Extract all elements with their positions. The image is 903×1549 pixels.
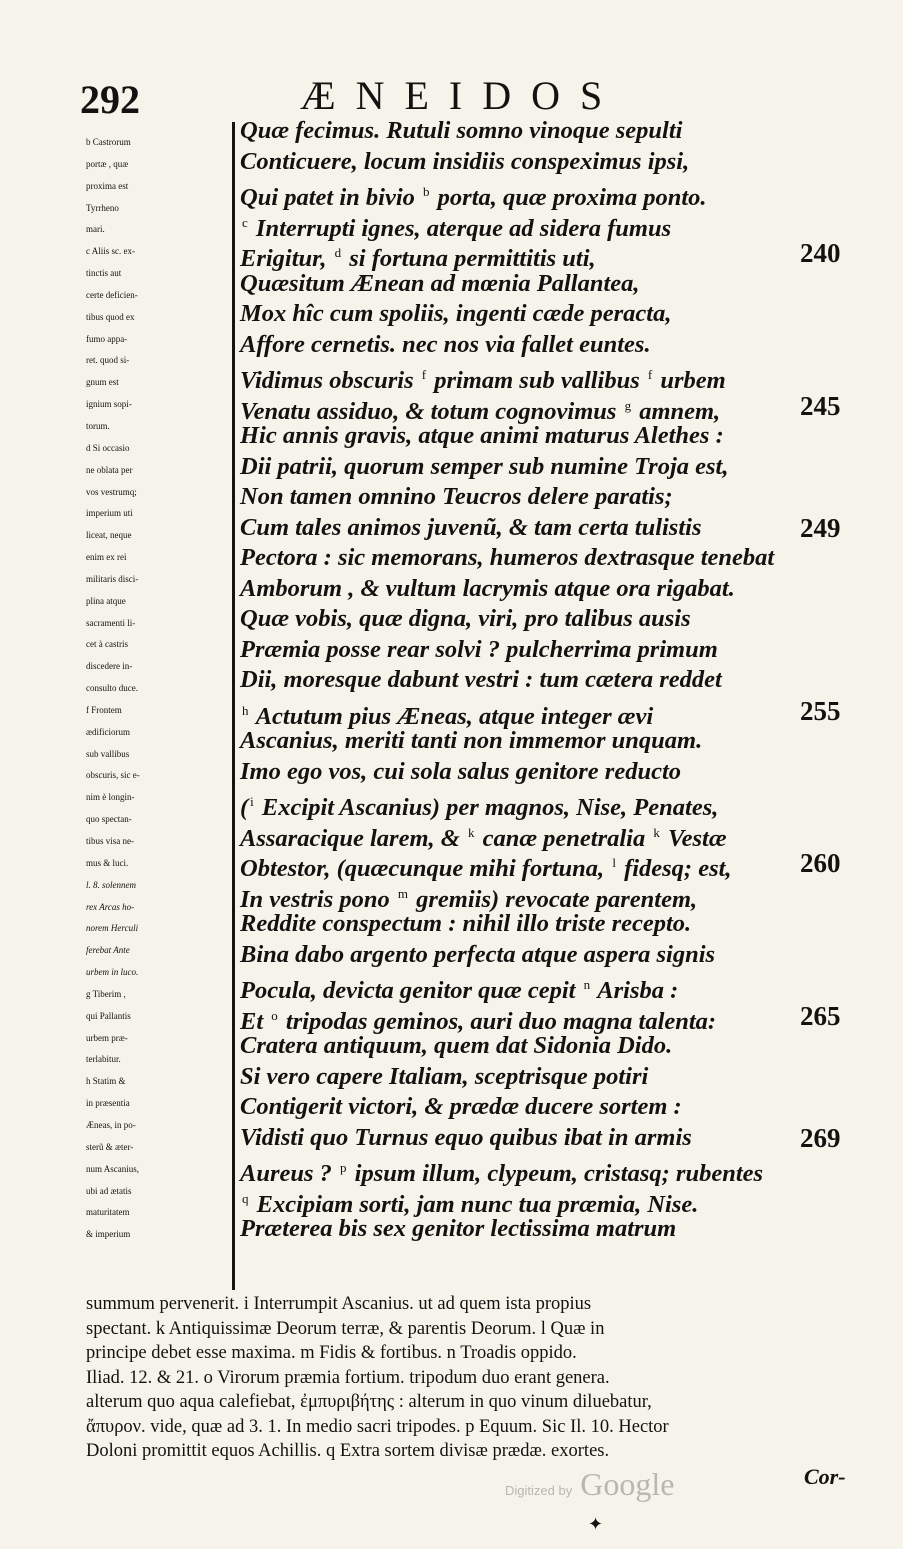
marginal-note-line: sacramenti li- [86,617,136,628]
verse-line [240,299,880,330]
marginal-note-line: torum. [86,420,110,431]
marginal-note-line: l. 8. solennem [86,879,136,890]
verse-text-segment: primam sub vallibus [428,367,646,395]
verse-line [240,1153,880,1188]
marginal-note-line: & imperium [86,1229,131,1240]
marginal-note-line: maturitatem [86,1207,130,1218]
verse-text-segment: Pocula, devicta genitor quæ cepit [240,977,582,1005]
verse-text-segment: Qui patet in bivio [240,184,422,212]
marginal-note-line: f Frontem [86,704,122,715]
note-marker: k [467,824,475,840]
footnotes [86,1292,866,1464]
column-divider [232,122,235,1290]
verse-line [240,1214,880,1245]
note-marker: b [423,184,430,199]
google-logo: Google [580,1466,675,1502]
verse-line [240,909,880,940]
note-marker: f [421,367,427,382]
verse-text-segment: Conticuere, locum insidiis conspeximus ipsi, [240,147,690,175]
note-marker: g [624,397,632,413]
marginal-note-line: urbem in luco. [86,967,139,978]
verse-text-segment: ipsum illum, clypeum, cristasq; rubentes [348,1160,764,1188]
verse-line [240,1000,880,1035]
footnote-line: summum pervenerit. i Interrumpit Ascanius. ut ad quem ista propius [86,1294,592,1314]
verse-line [240,513,880,544]
marginal-note-line: norem Herculi [86,923,139,934]
verse-line [240,238,880,273]
verse-line [240,818,880,852]
footnote-line: spectant. k Antiquissimæ Deorum terræ, & parentis Deorum. l Quæ in [86,1318,605,1339]
verse-line [240,330,880,361]
verse-text-segment: Non tamen omnino Teucros delere paratis; [240,483,673,510]
verse-line-number: 269 [800,1122,841,1153]
verse-text-segment: Excipiam sorti, jam nunc tua præmia, Nise. [250,1190,699,1218]
verse-line [240,787,880,822]
verse-line [240,695,880,730]
watermark-prefix: Digitized by [505,1483,573,1498]
verse-text-segment: Venatu assiduo, & totum cognovimus [240,397,623,425]
verse-line [240,757,880,788]
running-title: ÆNEIDOS [300,73,623,118]
marginal-note-line: portæ , quæ [86,158,129,169]
marginal-note-line: consulto duce. [86,683,138,694]
verse-line [240,1123,880,1154]
verse-line [240,1062,880,1093]
marginal-note-line: num Ascanius, [86,1163,139,1174]
marginal-note-line: in præsentia [86,1098,130,1109]
marginal-note-line: h Statim & [86,1076,126,1087]
marginal-note-line: g Tiberim , [86,988,126,999]
marginal-note-line: obscuris, sic e- [86,770,140,781]
verse-text-segment: Actutum pius Æneas, atque integer ævi [250,702,654,730]
note-marker: p [340,1160,347,1175]
marginal-note-line: cet à castris [86,639,128,650]
marginal-note-line: mari. [86,224,105,235]
printer-ornament-icon: ✦ [588,1514,604,1534]
marginal-note-line: urbem præ- [86,1032,128,1043]
verse-line-number: 245 [800,390,841,421]
note-marker: h [242,702,249,718]
verse-text-segment: Cratera antiquum, quem dat Sidonia Dido. [240,1032,673,1059]
marginal-note-line: gnum est [86,377,119,388]
verse-text-segment: Vidisti quo Turnus equo quibus ibat in armis [240,1123,692,1151]
marginal-note-line: militaris disci- [86,573,139,584]
verse-line [240,452,880,483]
verse-text-segment: Imo ego vos, cui sola salus genitore reducto [240,757,682,785]
note-marker: c [242,214,248,230]
marginal-note-line: imperium uti [86,508,133,519]
verse-line [240,421,880,452]
verse-text-segment: Hic annis gravis, atque animi maturus Alethes : [240,422,724,449]
marginal-note-line: d Si occasio [86,442,130,453]
verse-text-segment: Assaracique larem, & [240,824,466,852]
verse-text-segment: Præterea bis sex genitor lectissima matrum [240,1215,677,1242]
marginal-note-line: mus & luci. [86,857,129,868]
verse-line [240,1092,880,1123]
verse-text-segment: Pectora : sic memorans, humeros dextrasque tenebat [240,544,775,571]
verse-line [240,1031,880,1062]
verse-text-segment: Aureus ? [240,1160,339,1188]
marginal-note-line: c Aliis sc. ex- [86,246,135,257]
verse-text-segment: Interrupti ignes, aterque ad sidera fumus [249,214,672,242]
verse-text-segment: Vidimus obscuris [240,367,420,395]
verse-line [240,360,880,395]
marginal-note-line: terlabitur. [86,1054,121,1065]
verse-line [240,482,880,513]
page-header [80,72,860,122]
verse-line [240,726,880,757]
verse-line [240,574,880,605]
note-marker: n [583,977,591,992]
marginal-note-line: plina atque [86,595,126,606]
note-marker: k [653,824,660,840]
verse-line-number: 260 [800,848,841,878]
marginal-note-line: certe deficien- [86,289,138,300]
verse-text-segment: canæ penetralia [476,824,652,852]
marginal-note-line: tinctis aut [86,268,122,279]
marginal-note-line: rex Arcas ho- [86,901,135,912]
verse-line [240,543,880,574]
verse-line [240,604,880,635]
verse-line [240,390,880,425]
note-marker: l [612,855,616,870]
verse-text-segment: tripodas geminos, auri duo magna talenta: [279,1007,717,1035]
page-number: 292 [80,77,140,122]
marginal-notes [86,132,236,1246]
verse-text-segment: Quæ fecimus. Rutuli somno vinoque sepulti [240,117,683,144]
verse-line-number: 265 [800,1000,841,1031]
marginal-note-line: qui Pallantis [86,1010,131,1021]
marginal-note-line: enim ex rei [86,552,127,563]
marginal-note-line: quo spectan- [86,814,132,825]
verse-line-number: 240 [800,238,841,268]
digitized-by-google-watermark [505,1466,674,1503]
marginal-note-line: b Castrorum [86,137,131,147]
verse-text-segment: amnem, [633,397,721,425]
marginal-note-line: ignium sopi- [86,399,132,410]
marginal-note-line: ubi ad ætatis [86,1185,132,1196]
footnote-line: Iliad. 12. & 21. o Virorum præmia fortium. tripodum duo erant genera. [86,1367,610,1388]
note-marker: d [334,245,342,260]
marginal-note-line: tibus quod ex [86,311,135,322]
note-marker: i [250,794,254,809]
verse-text-segment: Cum tales animos juvenũ, & tam certa tulistis [240,513,702,541]
marginal-note-line: ne oblata per [86,464,133,475]
marginal-note-line: fumo appa- [86,333,128,344]
verse-line [240,269,880,300]
verse-text-segment: Ascanius, meriti tanti non immemor unquam. [240,727,703,754]
marginal-note-line: discedere in- [86,661,133,672]
verse-text-segment: si fortuna permittitis uti, [343,245,596,273]
verse-text-segment: Dii patrii, quorum semper sub numine Troja est, [240,452,729,480]
verse-text-segment: Reddite conspectum : nihil illo triste recepto. [240,910,692,937]
marginal-note-line: vos vestrumq; [86,486,137,497]
verse-line [240,848,880,883]
verse-text-segment: Arisba : [592,977,679,1005]
verse-text-segment: Obtestor, (quæcunque mihi fortuna, [240,855,611,883]
verse-text-segment: Mox hîc cum spoliis, ingenti cæde peracta, [240,300,672,327]
marginal-note-line: liceat, neque [86,530,132,541]
note-marker: q [242,1190,249,1206]
marginal-note-line: ædificiorum [86,726,130,737]
footnote-line: principe debet esse maxima. m Fidis & fortibus. n Troadis oppido. [86,1343,577,1363]
marginal-note-line: Æneas, in po- [86,1119,136,1130]
marginal-note-line: ret. quod si- [86,355,130,366]
verse-text-segment: In vestris pono [240,885,396,913]
verse-line-number: 255 [800,695,841,726]
catchword: Cor- [804,1464,846,1489]
verse-text-segment: Quæ vobis, quæ digna, viri, pro talibus ausis [240,605,691,632]
marginal-note-line: nim è longin- [86,792,135,803]
marginal-note-line: proxima est [86,180,129,191]
verse-text-segment: Et [240,1007,270,1035]
verse-line [240,208,880,242]
verse-text-segment: Amborum , & vultum lacrymis atque ora rigabat. [240,574,735,602]
marginal-note-line: ferebat Ante [86,945,130,956]
verse-text-segment: Vestæ [661,824,727,852]
verse-line [240,940,880,971]
note-marker: m [397,885,409,901]
verse-text-segment: Erigitur, [240,245,333,273]
verse-line [240,665,880,696]
verse-line [240,147,880,178]
footnote-line: Doloni promittit equos Achillis. q Extra sortem divisæ prædæ. exortes. [86,1441,610,1461]
verse-text-segment: Bina dabo argento perfecta atque aspera signis [240,940,716,968]
note-marker: f [647,367,653,382]
verse-text-segment: urbem [654,367,726,395]
verse-text-segment: Si vero capere Italiam, sceptrisque potiri [240,1062,649,1090]
marginal-note-line: tibus visa ne- [86,836,134,846]
verse-line [240,116,880,147]
verse-line [240,635,880,666]
verse-line [240,970,880,1005]
marginal-note-line: sub vallibus [86,748,130,759]
verse-text-segment: Affore cernetis. nec nos via fallet euntes. [240,330,651,358]
verse-text [240,116,880,1245]
verse-text-segment: Excipit Ascanius) per magnos, Nise, Penates, [255,794,719,822]
verse-text-segment: Contigerit victori, & prædæ ducere sortem : [240,1093,682,1120]
verse-text-segment: fidesq; est, [617,855,732,883]
verse-line [240,879,880,913]
verse-line [240,177,880,212]
verse-text-segment: Præmia posse rear solvi ? pulcherrima primum [240,635,718,663]
verse-line [240,1184,880,1218]
verse-text-segment: Dii, moresque dabunt vestri : tum cætera reddet [240,666,722,693]
verse-text-segment: porta, quæ proxima ponto. [431,184,707,212]
note-marker: o [271,1007,278,1023]
verse-line-number: 249 [800,512,841,543]
footnote-line: alterum quo aqua calefiebat, ἐμπυριβήτης : alterum in quo vinum diluebatur, [86,1392,652,1412]
marginal-note-line: sterũ & æter- [86,1141,134,1152]
verse-text-segment: ( [240,794,249,822]
verse-text-segment: gremiis) revocate parentem, [410,885,698,913]
verse-text-segment: Quæsitum Ænean ad mœnia Pallantea, [240,269,640,297]
footnote-line: ἄπυρον. vide, quæ ad 3. 1. In medio sacri tripodes. p Equum. Sic Il. 10. Hector [86,1416,669,1437]
marginal-note-line: Tyrrheno [86,202,119,213]
